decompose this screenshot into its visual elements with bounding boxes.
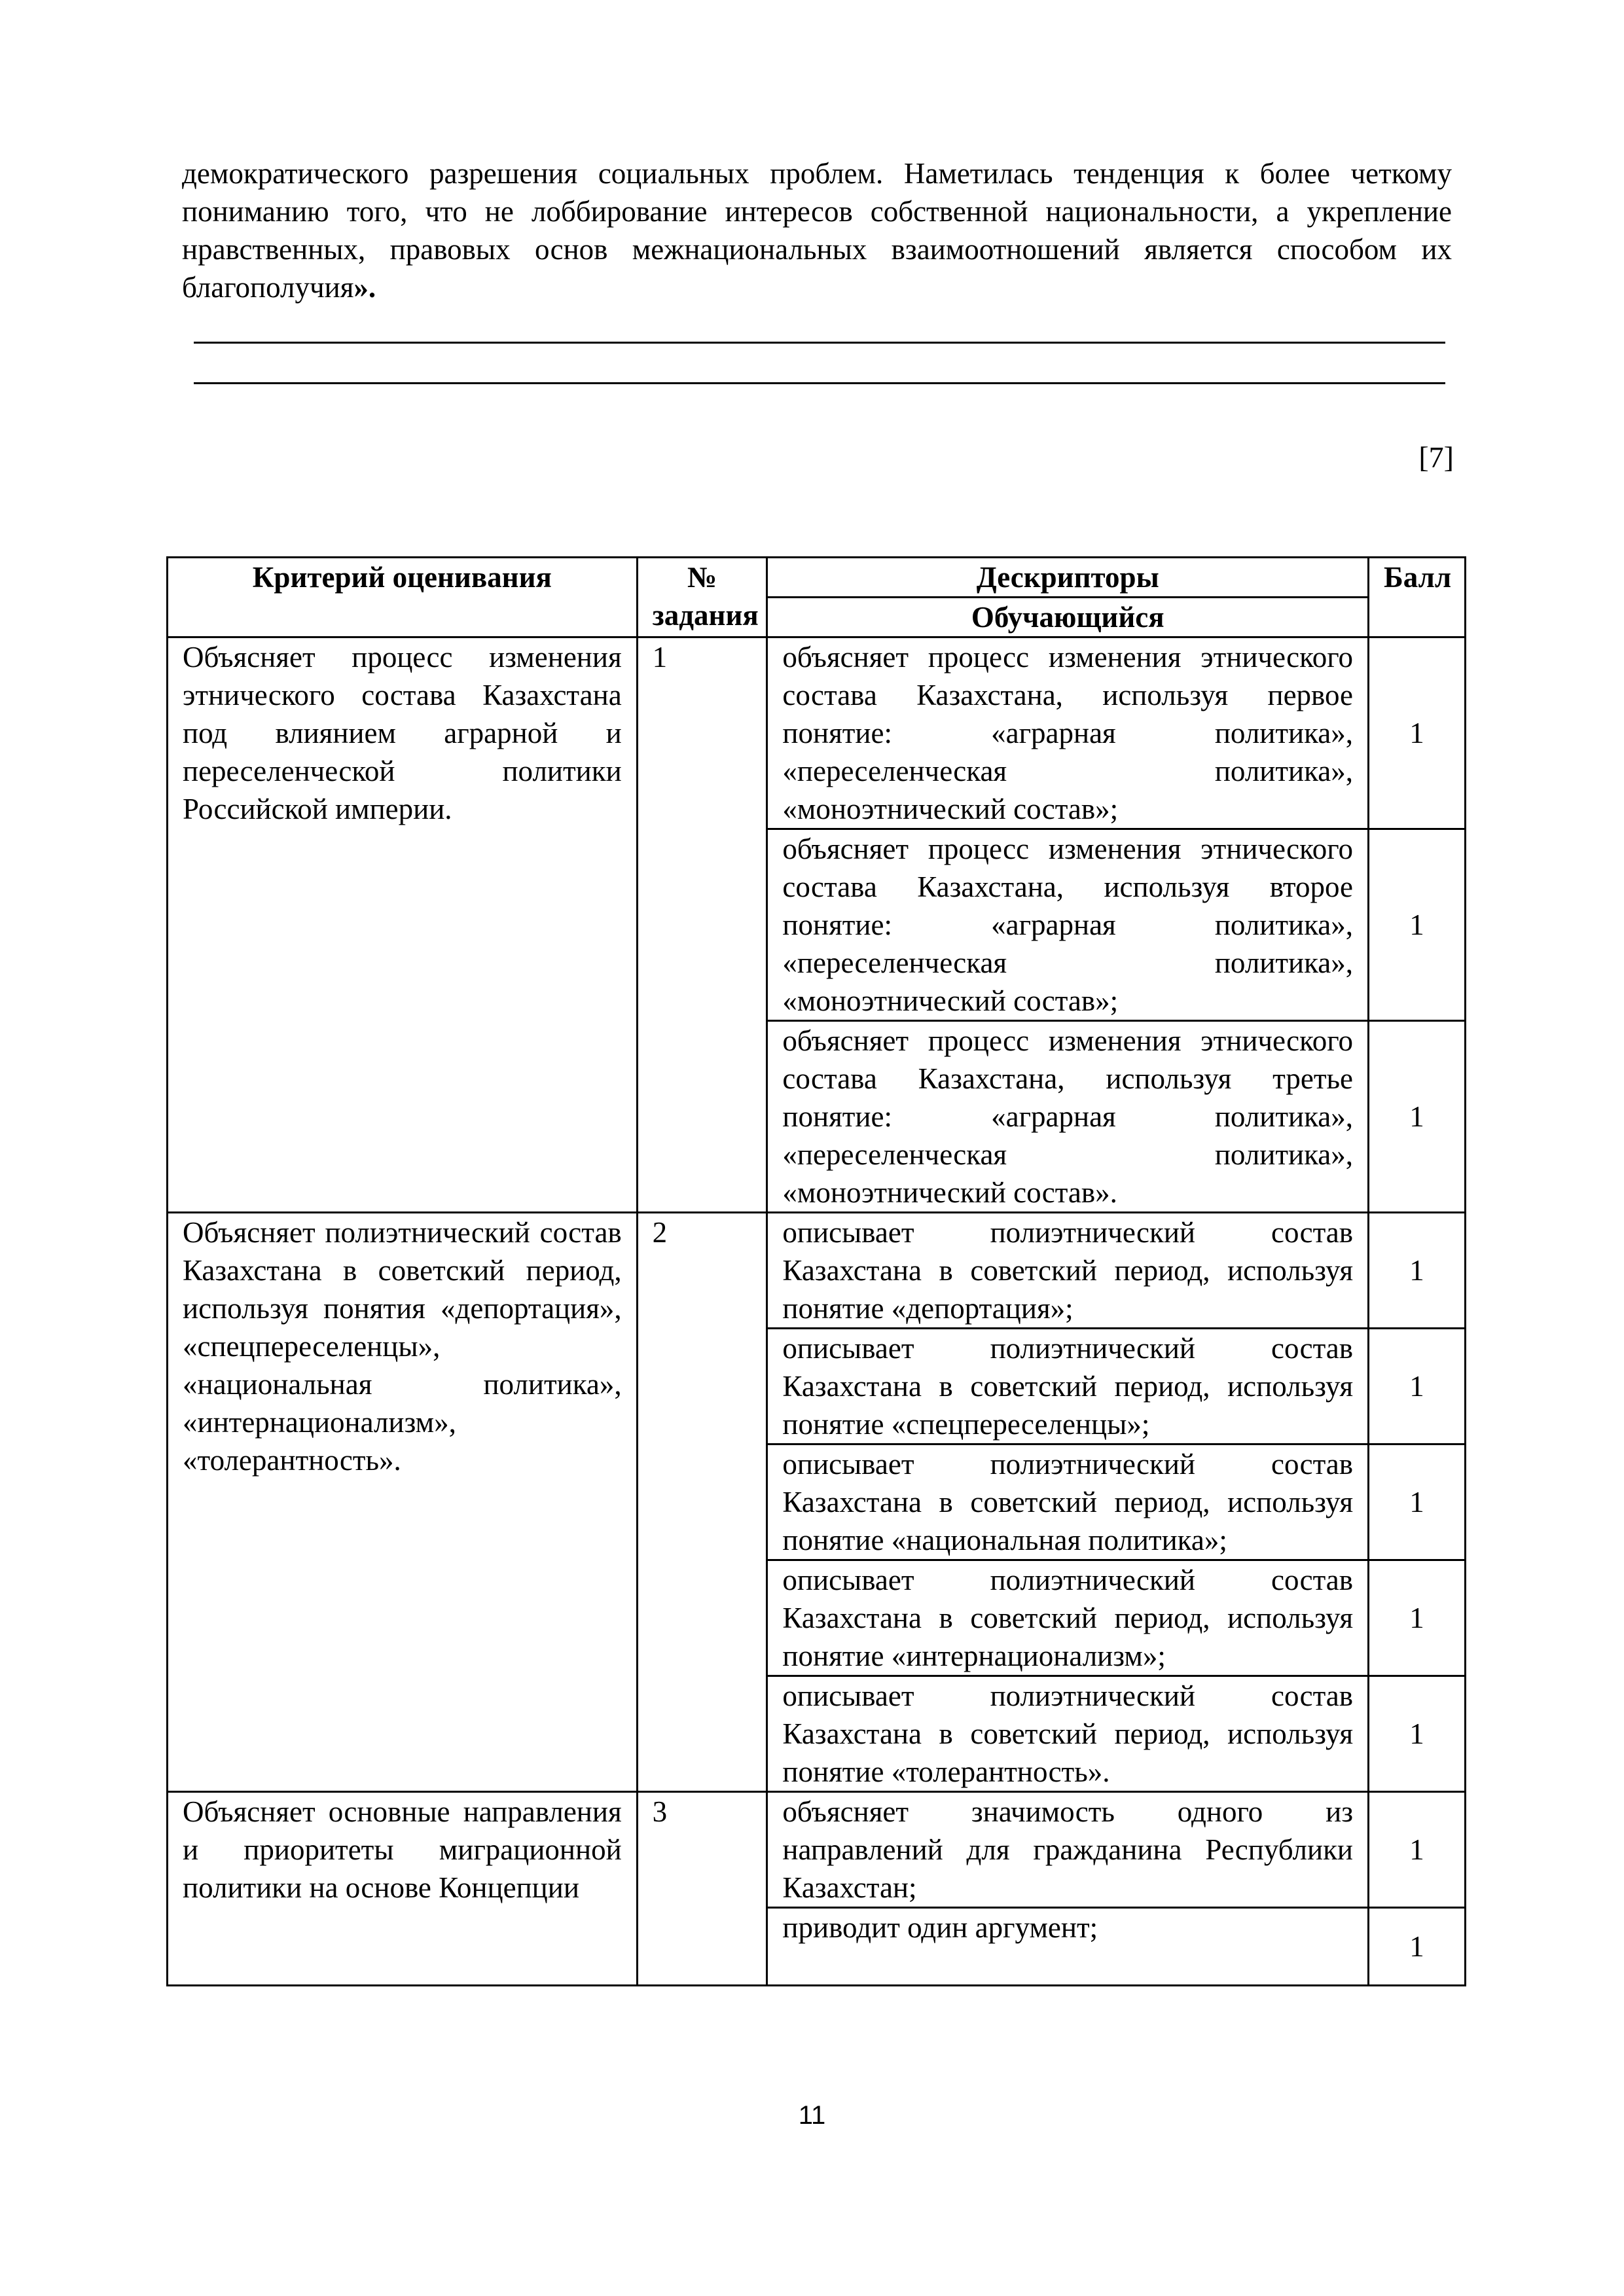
table-row: [168, 1213, 1466, 1329]
criterion-cell: Объясняет полиэтнический состав Казахстана в советский период, используя понятия «депортация», «спецпереселенцы», «национальная политика», «интернационализм», «толерантность».: [168, 1213, 638, 1792]
score-cell: 1: [1369, 1213, 1466, 1329]
descriptor-cell: описывает полиэтнический состав Казахстана в советский период, используя понятие «спецпереселенцы»;: [767, 1329, 1369, 1444]
answer-line-1: [194, 342, 1445, 344]
descriptor-cell: описывает полиэтнический состав Казахстана в советский период, используя понятие «национальная политика»;: [767, 1444, 1369, 1560]
intro-paragraph-closing-mark: ».: [353, 271, 376, 304]
marks-total: [7]: [1418, 440, 1454, 474]
task-number-cell: 2: [637, 1213, 767, 1792]
score-cell: 1: [1369, 1792, 1466, 1908]
answer-line-2: [194, 382, 1445, 384]
intro-paragraph-text: демократического разрешения социальных проблем. Наметилась тенденция к более четкому пониманию того, что не лоббирование интересов собственной национальности, а укрепление нравственных, правовых основ межнациональных взаимоотношений является способом их благополучия: [182, 157, 1452, 304]
score-cell: 1: [1369, 1676, 1466, 1792]
score-cell: 1: [1369, 1560, 1466, 1676]
table-row: [168, 1792, 1466, 1908]
header-task-no-word: задания: [652, 599, 759, 632]
table-header-row: [168, 558, 1466, 598]
score-cell: 1: [1369, 1329, 1466, 1444]
table-row: [168, 637, 1466, 829]
task-number-cell: 3: [637, 1792, 767, 1986]
descriptor-cell: приводит один аргумент;: [767, 1908, 1369, 1986]
page-number: 11: [798, 2101, 826, 2130]
header-task-no-symbol: №: [687, 561, 717, 594]
score-cell: 1: [1369, 829, 1466, 1021]
descriptor-cell: описывает полиэтнический состав Казахстана в советский период, используя понятие «толерантность».: [767, 1676, 1369, 1792]
header-score: Балл: [1369, 558, 1466, 637]
descriptor-cell: описывает полиэтнический состав Казахстана в советский период, используя понятие «депортация»;: [767, 1213, 1369, 1329]
descriptor-cell: объясняет процесс изменения этнического состава Казахстана, используя первое понятие: «аграрная политика», «переселенческая политика», «моноэтнический состав»;: [767, 637, 1369, 829]
score-cell: 1: [1369, 1444, 1466, 1560]
descriptor-cell: объясняет процесс изменения этнического состава Казахстана, используя второе понятие: «аграрная политика», «переселенческая политика», «моноэтнический состав»;: [767, 829, 1369, 1021]
header-descriptors: Дескрипторы: [767, 558, 1369, 598]
descriptor-cell: объясняет значимость одного из направлений для гражданина Республики Казахстан;: [767, 1792, 1369, 1908]
score-cell: 1: [1369, 1908, 1466, 1986]
assessment-table: [166, 556, 1466, 1986]
header-learner: Обучающийся: [767, 598, 1369, 637]
header-criterion: Критерий оценивания: [168, 558, 638, 637]
score-cell: 1: [1369, 1021, 1466, 1213]
task-number-cell: 1: [637, 637, 767, 1213]
criterion-cell: Объясняет процесс изменения этнического состава Казахстана под влиянием аграрной и переселенческой политики Российской империи.: [168, 637, 638, 1213]
descriptor-cell: описывает полиэтнический состав Казахстана в советский период, используя понятие «интернационализм»;: [767, 1560, 1369, 1676]
criterion-cell: Объясняет основные направления и приоритеты миграционной политики на основе Концепции: [168, 1792, 638, 1986]
score-cell: 1: [1369, 637, 1466, 829]
descriptor-cell: объясняет процесс изменения этнического состава Казахстана, используя третье понятие: «аграрная политика», «переселенческая политика», «моноэтнический состав».: [767, 1021, 1369, 1213]
header-task-number: [637, 558, 767, 637]
intro-paragraph: [182, 154, 1452, 306]
